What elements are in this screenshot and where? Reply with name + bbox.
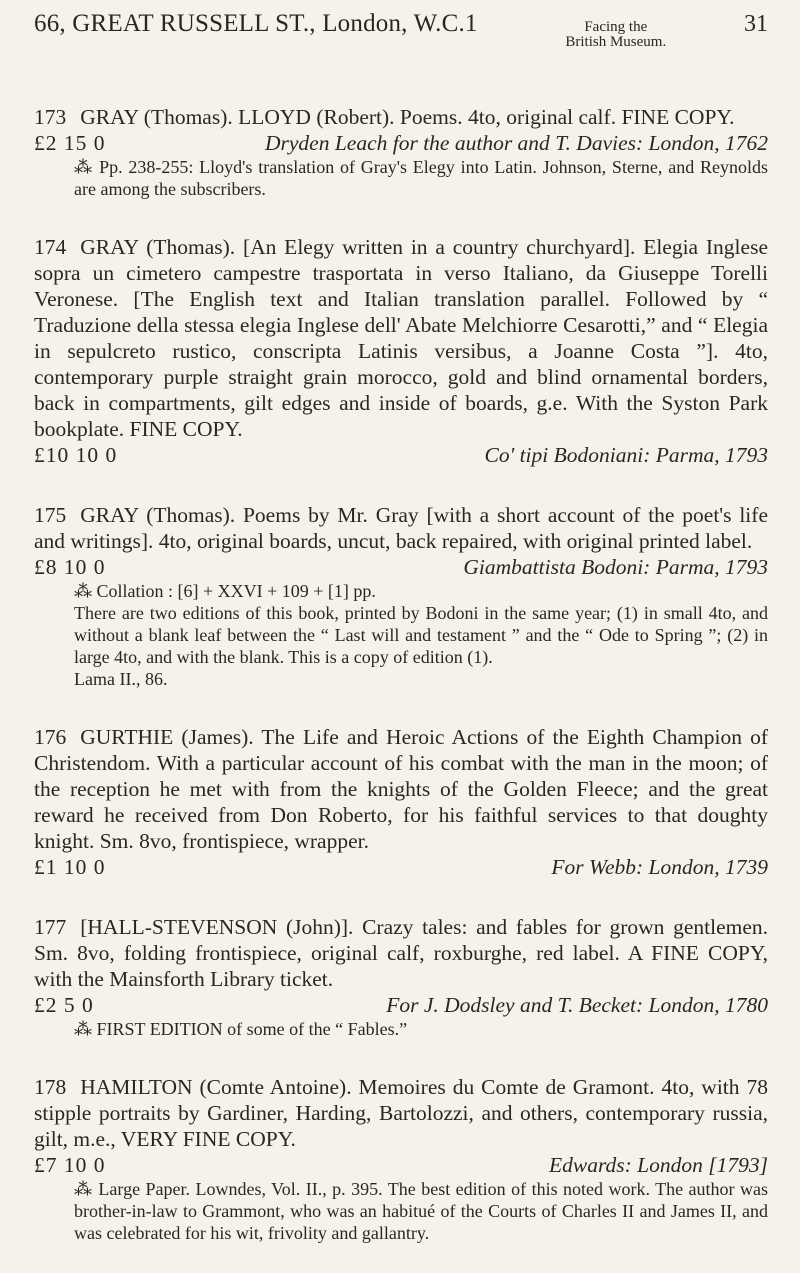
entry-price: £2 15 0	[34, 131, 106, 155]
entry-description	[34, 914, 768, 992]
lot-number: 176	[34, 725, 67, 749]
entry-text: GRAY (Thomas). LLOYD (Robert). Poems. 4to, original calf. FINE COPY.	[80, 105, 735, 129]
entry-note: ⁂ Large Paper. Lowndes, Vol. II., p. 395. The best edition of this noted work. The author was brother-in-law to Grammont, who was an habitué of the Courts of Charles II and James II, and was celebrated for his wit, frivolity and gallantry.	[74, 1179, 768, 1243]
entry-text: GRAY (Thomas). [An Elegy written in a country churchyard]. Elegia Inglese sopra un cimetero campestre trasportata in verso Italiano, da Giuseppe Torelli Veronese. [The English text and Italian translation parallel. Followed by “ Traduzione della stessa elegia Inglese dell' Abate Melchiorre Cesarotti,” and “ Elegia in sepulcreto rustico, conscripta Latinis versibus, a Joanne Costa ”]. 4to, contemporary purple straight grain morocco, gold and blind ornamental borders, back in compartments, gilt edges and inside of boards, g.e. With the Syston Park bookplate. FINE COPY.	[34, 235, 768, 441]
catalogue-entry	[34, 914, 768, 1040]
entry-imprint	[34, 130, 768, 156]
catalogue-entry	[34, 104, 768, 200]
entry-text: [HALL-STEVENSON (John)]. Crazy tales: and fables for grown gentlemen. Sm. 8vo, folding frontispiece, original calf, roxburghe, red label. A FINE COPY, with the Mainsforth Library ticket.	[34, 915, 768, 991]
entry-description	[34, 1074, 768, 1152]
entry-price: £8 10 0	[34, 555, 106, 579]
location-note-line2: British Museum.	[565, 34, 667, 50]
entry-publisher: Dryden Leach for the author and T. Davies: London, 1762	[264, 131, 768, 155]
entry-imprint	[34, 442, 768, 468]
catalogue-entry	[34, 502, 768, 690]
entry-publisher: Edwards: London [1793]	[548, 1153, 768, 1177]
entry-price: £7 10 0	[34, 1153, 106, 1177]
entry-imprint	[34, 992, 768, 1018]
location-note	[565, 20, 666, 50]
entry-imprint	[34, 1152, 768, 1178]
entry-description	[34, 104, 768, 130]
entry-description	[34, 234, 768, 442]
entry-price: £10 10 0	[34, 443, 118, 467]
entry-publisher: For Webb: London, 1739	[551, 855, 768, 879]
entry-note: ⁂ FIRST EDITION of some of the “ Fables.”	[74, 1019, 408, 1039]
entry-publisher: Co' tipi Bodoniani: Parma, 1793	[484, 443, 768, 467]
bookseller-address: 66, GREAT RUSSELL ST., London, W.C.1	[34, 10, 478, 37]
page-header	[34, 10, 768, 70]
entry-price: £1 10 0	[34, 855, 106, 879]
entry-note: Lama II., 86.	[74, 669, 168, 689]
entry-text: GRAY (Thomas). Poems by Mr. Gray [with a short account of the poet's life and writings]. 4to, original boards, uncut, back repaired, with original printed label.	[34, 503, 768, 553]
lot-number: 174	[34, 235, 67, 259]
entry-note: There are two editions of this book, printed by Bodoni in the same year; (1) in small 4to, and without a blank leaf between the “ Last will and testament ” and the “ Ode to Spring ”; (2) in large 4to, and with the blank. This is a copy of edition (1).	[74, 603, 768, 667]
entry-note: ⁂ Collation : [6] + XXVI + 109 + [1] pp.	[74, 581, 376, 601]
entry-publisher: For J. Dodsley and T. Becket: London, 1780	[386, 993, 768, 1017]
entry-imprint	[34, 554, 768, 580]
lot-number: 173	[34, 105, 67, 129]
entry-imprint	[34, 854, 768, 880]
entry-description	[34, 724, 768, 854]
entry-price: £2 5 0	[34, 993, 94, 1017]
location-note-line1: Facing the	[584, 19, 648, 35]
lot-number: 177	[34, 915, 67, 939]
entry-description	[34, 502, 768, 554]
lot-number: 175	[34, 503, 67, 527]
page-number: 31	[744, 11, 768, 37]
catalogue-entry	[34, 724, 768, 880]
catalogue-entry	[34, 234, 768, 468]
entry-publisher: Giambattista Bodoni: Parma, 1793	[463, 555, 768, 579]
entry-text: GURTHIE (James). The Life and Heroic Actions of the Eighth Champion of Christendom. With a particular account of his combat with the man in the moon; of the reception he met with from the knights of the Golden Fleece; and the great reward he received from Don Roberto, for his faithful services to that doughty knight. Sm. 8vo, frontispiece, wrapper.	[34, 725, 768, 853]
lot-number: 178	[34, 1075, 67, 1099]
entry-text: HAMILTON (Comte Antoine). Memoires du Comte de Gramont. 4to, with 78 stipple portraits by Gardiner, Harding, Bartolozzi, and others, contemporary russia, gilt, m.e., VERY FINE COPY.	[34, 1075, 768, 1151]
catalogue-entry	[34, 1074, 768, 1244]
entry-note: ⁂ Pp. 238-255: Lloyd's translation of Gray's Elegy into Latin. Johnson, Sterne, and Reynolds are among the subscribers.	[74, 157, 768, 199]
